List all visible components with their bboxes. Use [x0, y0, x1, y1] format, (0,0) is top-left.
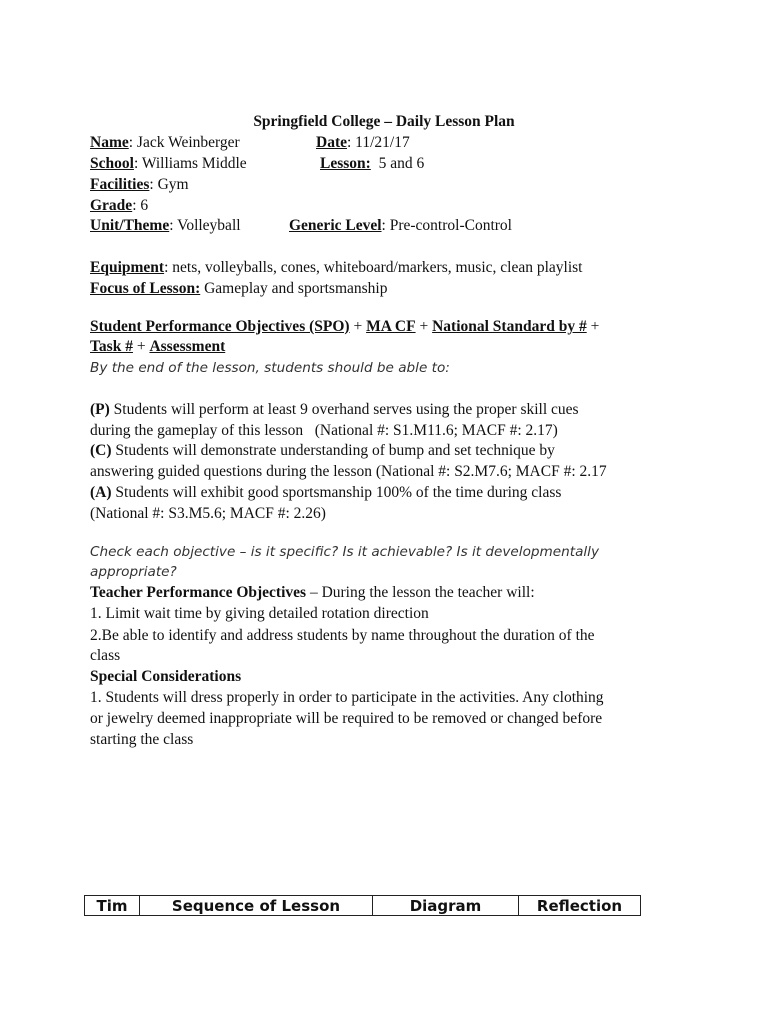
level-row [289, 216, 512, 236]
date-label: Date [316, 134, 347, 151]
objective-p-text: Students will perform at least 9 overhand serves using the proper skill cues [109, 401, 579, 418]
objective-c-tag: (C) [90, 442, 112, 459]
special-considerations-line1: 1. Students will dress properly in order to participate in the activities. Any clothing [90, 689, 604, 706]
equipment-label: Equipment [90, 259, 165, 276]
page-title: Springfield College – Daily Lesson Plan [253, 113, 515, 130]
objective-c-line2: answering guided questions during the lesson (National #: S2.M7.6; MACF #: 2.17 [90, 463, 607, 480]
plus-sign: + [586, 318, 600, 335]
special-considerations-line3: starting the class [90, 731, 194, 748]
assessment-label: Assessment [149, 338, 226, 355]
check-instruction-line1: Check each objective – is it specific? Is it achievable? Is it developmentally [90, 544, 600, 560]
check-instruction-line2: appropriate? [90, 564, 177, 580]
plus-sign: + [415, 318, 433, 335]
date-row [316, 133, 410, 153]
objective-a-line1 [90, 483, 561, 503]
date-value: : 11/21/17 [347, 134, 410, 151]
focus-row [90, 279, 388, 299]
plus-sign: + [349, 318, 367, 335]
by-end-instruction: By the end of the lesson, students should be able to: [90, 360, 450, 376]
grade-row [90, 196, 148, 216]
teacher-objectives-label: Teacher Performance Objectives [90, 584, 307, 601]
objective-a-line2: (National #: S3.M5.6; MACF #: 2.26) [90, 505, 326, 522]
spo-header-line1 [90, 317, 599, 337]
facilities-row [90, 175, 189, 195]
level-label: Generic Level [289, 217, 382, 234]
table-header-sequence: Sequence of Lesson [140, 896, 373, 916]
objective-p-tag: (P) [90, 401, 110, 418]
unit-row [90, 216, 241, 236]
objective-p-line2: during the gameplay of this lesson (National #: S1.M11.6; MACF #: 2.17) [90, 422, 558, 439]
equipment-row [90, 258, 583, 278]
special-considerations-label: Special Considerations [90, 668, 242, 685]
objective-a-text: Students will exhibit good sportsmanship 100% of the time during class [111, 484, 562, 501]
equipment-value: : nets, volleyballs, cones, whiteboard/markers, music, clean playlist [164, 259, 583, 276]
table-header-diagram: Diagram [373, 896, 519, 916]
table-header-time: Tim [85, 896, 140, 916]
name-row [90, 133, 240, 153]
national-standard-label: National Standard by # [432, 318, 587, 335]
table-header-reflection: Reflection [519, 896, 641, 916]
teacher-objective-2-line2: class [90, 647, 121, 664]
name-label: Name [90, 134, 129, 151]
lesson-label: Lesson: [320, 155, 371, 172]
teacher-objective-1: 1. Limit wait time by giving detailed rotation direction [90, 605, 429, 622]
task-label: Task # [90, 338, 133, 355]
name-value: : Jack Weinberger [128, 134, 240, 151]
level-value: : Pre-control-Control [381, 217, 512, 234]
spo-label: Student Performance Objectives (SPO) [90, 318, 350, 335]
teacher-objectives-header [90, 583, 535, 603]
lesson-sequence-table [84, 895, 641, 916]
facilities-value: : Gym [149, 176, 189, 193]
focus-value: Gameplay and sportsmanship [204, 280, 388, 297]
facilities-label: Facilities [90, 176, 150, 193]
lesson-value: 5 and 6 [378, 155, 425, 172]
macf-label: MA CF [366, 318, 416, 335]
objective-c-line1 [90, 441, 555, 461]
focus-label: Focus of Lesson: [90, 280, 201, 297]
school-row [90, 154, 247, 174]
school-value: : Williams Middle [133, 155, 247, 172]
plus-sign: + [132, 338, 150, 355]
lesson-row [320, 154, 424, 174]
table-header-row [85, 896, 641, 916]
spo-header-line2 [90, 337, 225, 357]
special-considerations-line2: or jewelry deemed inappropriate will be required to be removed or changed before [90, 710, 603, 727]
school-label: School [90, 155, 134, 172]
unit-value: : Volleyball [169, 217, 241, 234]
grade-label: Grade [90, 197, 133, 214]
unit-label: Unit/Theme [90, 217, 170, 234]
objective-a-tag: (A) [90, 484, 112, 501]
teacher-objective-2-line1: 2.Be able to identify and address students by name throughout the duration of the [90, 627, 595, 644]
objective-c-text: Students will demonstrate understanding of bump and set technique by [111, 442, 555, 459]
teacher-objectives-intro: – During the lesson the teacher will: [306, 584, 535, 601]
grade-value: : 6 [132, 197, 149, 214]
objective-p-line1 [90, 400, 579, 420]
